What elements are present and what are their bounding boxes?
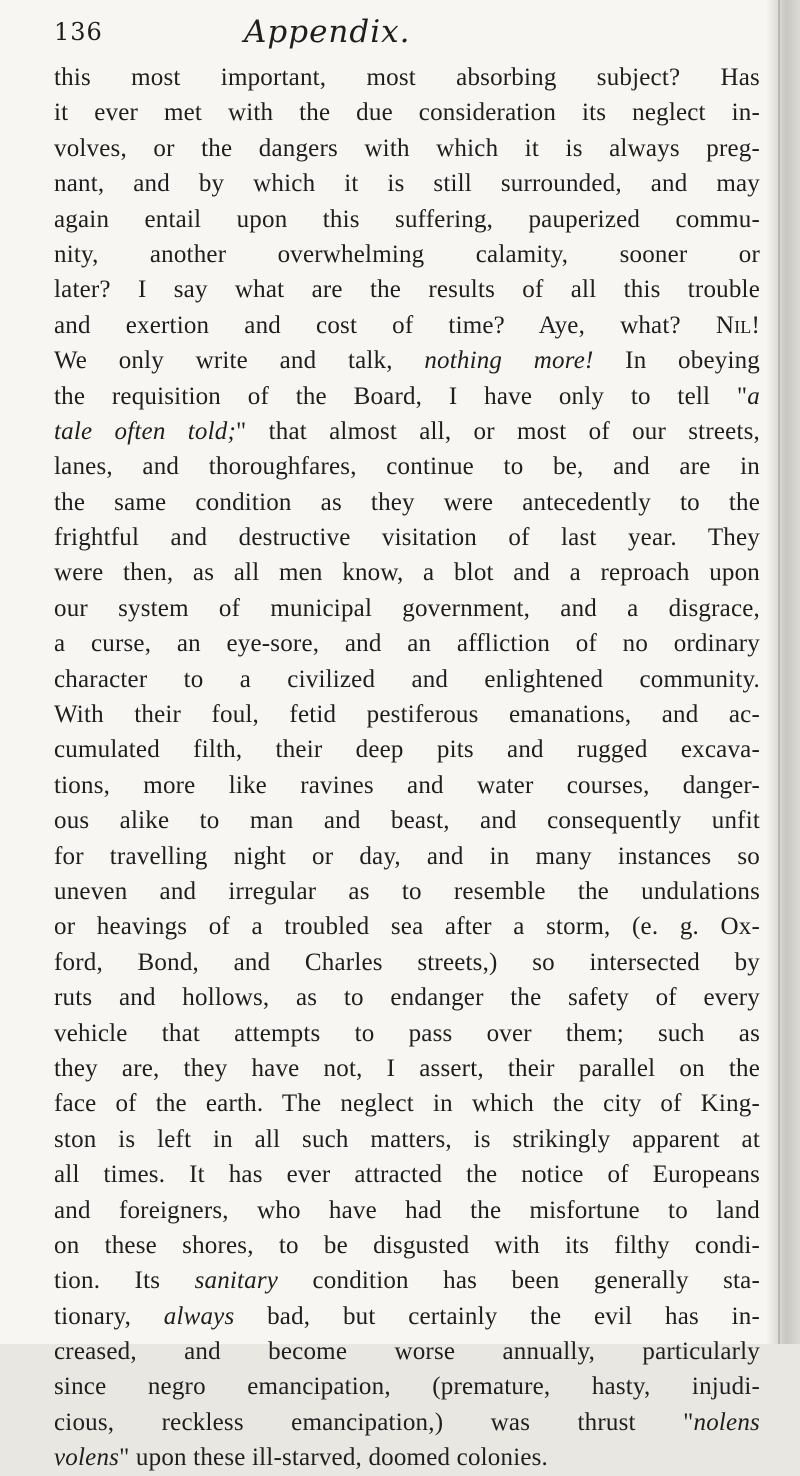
page-edge-shadow bbox=[766, 0, 800, 1344]
text-run: uneven and irregular as to resemble the undulations bbox=[54, 877, 760, 905]
text-run: and exertion and cost of time? Aye, what? bbox=[54, 311, 716, 339]
text-line bbox=[54, 520, 760, 555]
text-line bbox=[54, 1051, 760, 1086]
text-line bbox=[54, 732, 760, 767]
text-run: face of the earth. The neglect in which the city of King- bbox=[54, 1090, 760, 1118]
italic-text: nothing more! bbox=[424, 347, 594, 375]
text-run: cious, reckless emancipation,) was thrust " bbox=[54, 1408, 694, 1436]
text-line bbox=[54, 1334, 760, 1369]
text-run: In obeying bbox=[593, 347, 760, 375]
text-run: since negro emancipation, (premature, hasty, injudi- bbox=[54, 1373, 760, 1401]
text-run: again entail upon this suffering, pauperized commu- bbox=[54, 205, 760, 233]
text-run: or heavings of a troubled sea after a storm, (e. g. Ox- bbox=[54, 913, 760, 941]
text-line bbox=[54, 131, 760, 166]
text-line bbox=[54, 803, 760, 838]
page-number: 136 bbox=[54, 18, 103, 46]
text-line bbox=[54, 945, 760, 980]
text-line bbox=[54, 555, 760, 590]
page-edge-line bbox=[778, 0, 780, 1344]
text-line bbox=[54, 95, 760, 130]
text-run: the requisition of the Board, I have only to tell " bbox=[54, 382, 748, 410]
text-run: tionary, bbox=[54, 1302, 164, 1330]
text-run: this most important, most absorbing subject? Has bbox=[54, 64, 760, 91]
text-line bbox=[54, 414, 760, 449]
text-run: for travelling night or day, and in many instances so bbox=[54, 842, 760, 870]
text-run: ford, Bond, and Charles streets,) so intersected by bbox=[54, 948, 760, 976]
text-line bbox=[54, 1193, 760, 1228]
text-run: ston is left in all such matters, is strikingly apparent at bbox=[54, 1125, 760, 1153]
text-line bbox=[54, 308, 760, 343]
text-run: the same condition as they were antecedently to the bbox=[54, 488, 760, 516]
text-run: creased, and become worse annually, particularly bbox=[54, 1338, 760, 1366]
text-run: " upon these ill-starved, doomed colonies. bbox=[119, 1444, 549, 1472]
italic-text: nolens bbox=[693, 1408, 760, 1436]
text-line bbox=[54, 1440, 760, 1475]
italic-text: a bbox=[747, 382, 760, 410]
text-line bbox=[54, 343, 760, 378]
text-run: a curse, an eye-sore, and an affliction of no ordinary bbox=[54, 630, 760, 658]
text-run: tions, more like ravines and water courses, danger- bbox=[54, 771, 760, 799]
text-run: were then, as all men know, a blot and a reproach upon bbox=[54, 559, 760, 587]
text-run: all times. It has ever attracted the notice of Europeans bbox=[54, 1161, 760, 1189]
text-run: ruts and hollows, as to endanger the safety of every bbox=[54, 984, 760, 1012]
text-line bbox=[54, 980, 760, 1015]
italic-text: always bbox=[163, 1302, 235, 1330]
text-run: volves, or the dangers with which it is always preg- bbox=[54, 134, 760, 162]
text-line bbox=[54, 874, 760, 909]
text-run: tion. Its bbox=[54, 1267, 195, 1295]
text-line bbox=[54, 591, 760, 626]
text-line bbox=[54, 485, 760, 520]
text-line bbox=[54, 839, 760, 874]
text-line bbox=[54, 1369, 760, 1404]
text-run: bad, but certainly the evil has in- bbox=[234, 1302, 760, 1330]
text-line bbox=[54, 272, 760, 307]
text-run: nant, and by which it is still surrounded, and may bbox=[54, 170, 760, 198]
text-line bbox=[54, 237, 760, 272]
body-text bbox=[54, 60, 760, 1476]
italic-text: tale often told; bbox=[54, 417, 236, 445]
text-line bbox=[54, 697, 760, 732]
text-run: nity, another overwhelming calamity, sooner or bbox=[54, 240, 760, 268]
text-run: character to a civilized and enlightened community. bbox=[54, 665, 760, 693]
text-run: condition has been generally sta- bbox=[278, 1267, 760, 1295]
text-line bbox=[54, 1086, 760, 1121]
italic-text: volens bbox=[54, 1444, 120, 1472]
text-run: frightful and destructive visitation of last year. They bbox=[54, 524, 760, 552]
text-line bbox=[54, 1016, 760, 1051]
text-run: cumulated filth, their deep pits and rugged excava- bbox=[54, 736, 760, 764]
text-run: they are, they have not, I assert, their parallel on the bbox=[54, 1054, 760, 1082]
text-run: ! bbox=[751, 311, 760, 339]
text-line bbox=[54, 449, 760, 484]
text-line bbox=[54, 379, 760, 414]
text-line bbox=[54, 60, 760, 95]
italic-text: sanitary bbox=[194, 1267, 279, 1295]
text-line bbox=[54, 1405, 760, 1440]
text-run: We only write and talk, bbox=[54, 347, 425, 375]
text-line bbox=[54, 166, 760, 201]
text-line bbox=[54, 1157, 760, 1192]
text-run: on these shores, to be disgusted with its filthy condi- bbox=[54, 1231, 760, 1259]
text-run: ous alike to man and beast, and consequently unfit bbox=[54, 807, 760, 835]
text-run: " that almost all, or most of our streets, bbox=[235, 417, 760, 445]
text-run: later? I say what are the results of all this trouble bbox=[54, 276, 760, 304]
small-caps-text: Nil bbox=[715, 311, 752, 339]
text-line bbox=[54, 1122, 760, 1157]
text-run: With their foul, fetid pestiferous emanations, and ac- bbox=[54, 701, 760, 729]
text-line bbox=[54, 1228, 760, 1263]
text-line bbox=[54, 626, 760, 661]
text-run: and foreigners, who have had the misfortune to land bbox=[54, 1196, 760, 1224]
text-line bbox=[54, 1299, 760, 1334]
text-line bbox=[54, 1263, 760, 1298]
text-run: our system of municipal government, and a disgrace, bbox=[54, 594, 760, 622]
text-run: vehicle that attempts to pass over them; such as bbox=[54, 1019, 760, 1047]
text-run: it ever met with the due consideration its neglect in- bbox=[54, 99, 760, 127]
page-header bbox=[54, 14, 754, 54]
text-line bbox=[54, 662, 760, 697]
text-line bbox=[54, 202, 760, 237]
text-run: lanes, and thoroughfares, continue to be, and are in bbox=[54, 453, 760, 481]
text-line bbox=[54, 768, 760, 803]
running-head: Appendix. bbox=[244, 14, 411, 50]
text-line bbox=[54, 909, 760, 944]
